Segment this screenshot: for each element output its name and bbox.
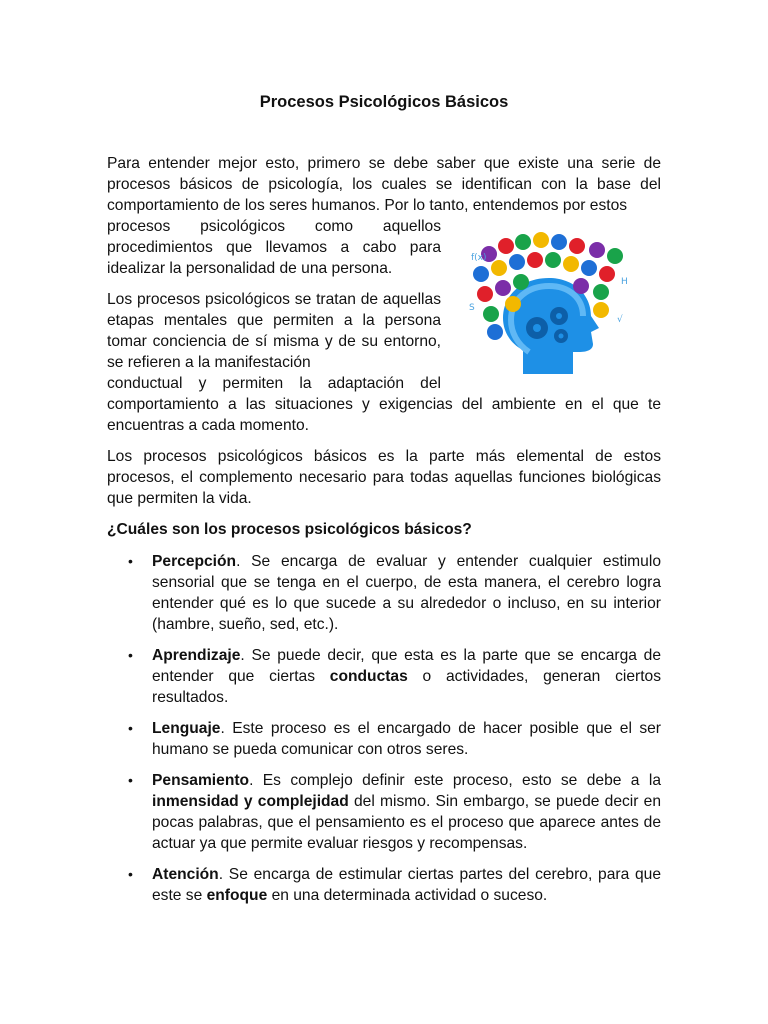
item-term: Lenguaje: [152, 720, 221, 737]
item-term: Atención: [152, 866, 219, 883]
paragraph-processes-wrap: Los procesos psicológicos se tratan de aquellas etapas mentales que permiten a la persona tomar conciencia de sí misma y de su entorno, se refieren a la manifestación: [107, 291, 441, 371]
process-list: [107, 551, 661, 906]
page-title: Procesos Psicológicos Básicos: [259, 93, 509, 111]
list-item: [107, 551, 661, 635]
item-term: Percepción: [152, 553, 237, 570]
item-term: Pensamiento: [152, 772, 250, 789]
svg-text:S: S: [469, 303, 475, 313]
item-text: . Se puede decir, que esta es la parte que se encarga de entender que ciertas: [152, 647, 661, 685]
svg-text:f(x): f(x): [471, 253, 487, 263]
paragraph-processes-rest: conductual y permiten la adaptación del comportamiento a las situaciones y exigencias del ambiente en el que te encuentras a cada momento.: [107, 375, 661, 434]
paragraph-intro: Para entender mejor esto, primero se debe saber que existe una serie de procesos básicos de psicología, los cuales se identifican con la base del comportamiento de los seres humanos. Por lo tanto, entendemos por estos: [107, 155, 661, 214]
bullet-icon: •: [128, 647, 133, 663]
item-text: . Se encarga de estimular ciertas partes del cerebro, para que este se: [152, 866, 661, 904]
section-question: ¿Cuáles son los procesos psicológicos básicos?: [107, 521, 472, 538]
bullet-icon: •: [128, 866, 133, 882]
item-emphasis: enfoque: [206, 887, 268, 904]
bullet-icon: •: [128, 553, 133, 569]
item-text: del mismo. Sin embargo, se puede decir en pocas palabras, que el pensamiento es el proceso que aparece antes de actuar ya que permite evaluar riesgos y recompensas.: [152, 793, 662, 852]
bullet-icon: •: [128, 772, 133, 788]
svg-text:√: √: [617, 315, 623, 325]
paragraph-intro-wrap: procesos psicológicos como aquellos procedimientos que llevamos a cabo para idealizar la personalidad de una persona.: [107, 218, 441, 277]
item-emphasis: inmensidad y complejidad: [152, 793, 349, 810]
item-term: Aprendizaje: [152, 647, 241, 664]
item-text: . Este proceso es el encargado de hacer posible que el ser humano se pueda comunicar con otros seres.: [152, 720, 661, 758]
item-text: o actividades, generan ciertos resultados.: [152, 668, 661, 706]
list-item: [107, 645, 661, 708]
list-item: [107, 770, 661, 854]
document-body: [107, 153, 661, 916]
item-text: . Es complejo definir este proceso, esto se debe a la: [249, 772, 661, 789]
item-text: . Se encarga de evaluar y entender cualquier estimulo sensorial que se tenga en el cuerpo, de esta manera, el cerebro logra entender qué es lo que sucede a su alrededor o incluso, en su interior (hambre, sueño, sed, etc.).: [152, 553, 661, 633]
paragraph-basic: Los procesos psicológicos básicos es la parte más elemental de estos procesos, el complemento necesario para todas aquellas funciones biológicas que permiten la vida.: [107, 448, 661, 507]
bullet-icon: •: [128, 720, 133, 736]
item-emphasis: conductas: [329, 668, 408, 685]
list-item: [107, 864, 661, 906]
head-with-gears-icon: [451, 232, 661, 374]
item-text: en una determinada actividad o suceso.: [267, 887, 548, 904]
list-item: [107, 718, 661, 760]
svg-text:H: H: [621, 277, 628, 287]
